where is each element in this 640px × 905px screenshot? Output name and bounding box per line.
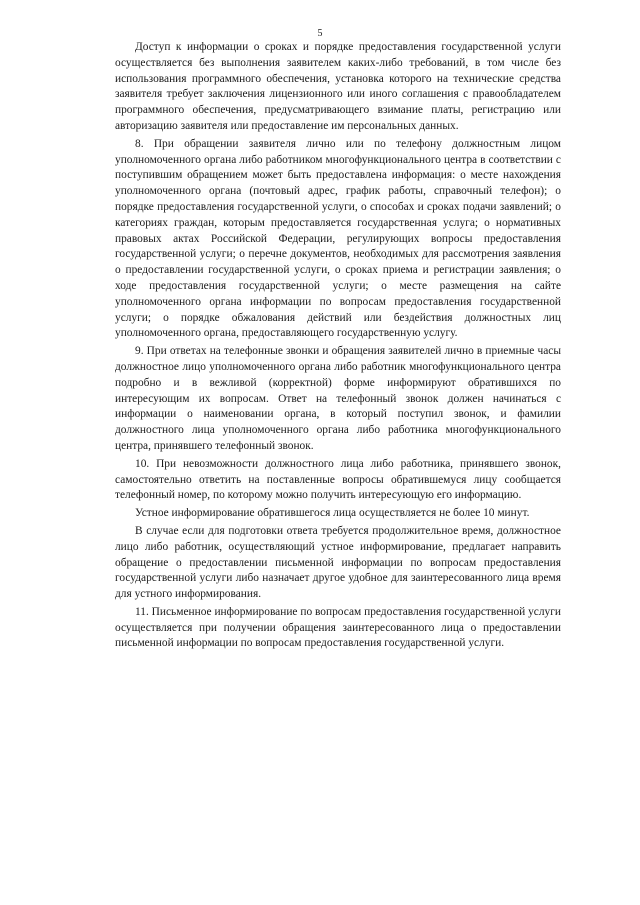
paragraph-10: 10. При невозможности должностного лица либо работника, принявшего звонок, самостоятельно ответить на поставленные вопросы обратившемуся лицу сообщается телефонный номер, по которому можно получить интересующую его информацию. xyxy=(115,457,561,502)
paragraph-oral-info-duration: Устное информирование обратившегося лица осуществляется не более 10 минут. xyxy=(135,507,530,520)
page-number: 5 xyxy=(317,28,323,39)
paragraph-8: 8. При обращении заявителя лично или по телефону должностным лицом уполномоченного органа либо работником многофункционального центра в соответствии с поступившим обращением может быть предоставлена информация: о месте нахождения уполномоченного органа (почтовый адрес, график работы, справочный телефон); о порядке предоставления государственной услуги, о способах и сроках подачи заявлений; о категориях граждан, которым предоставляется государственная услуга; о нормативных правовых актах Российской Федерации, регулирующих вопросы предоставления государственной услуги; о перечне документов, необходимых для рассмотрения заявления о предоставлении государственной услуги, о сроках приема и регистрации заявления; о ходе предоставления государственной услуги; о месте размещения на сайте уполномоченного органа информации по вопросам предоставления государственной услуги; о порядке обжалования действий или бездействия должностных лиц уполномоченного органа, предоставляющего государственную услугу. xyxy=(115,137,561,340)
paragraph-11: 11. Письменное информирование по вопросам предоставления государственной услуги осуществляется при получении обращения заинтересованного лица о предоставлении письменной информации по вопросам предоставления государственной услуги. xyxy=(115,605,561,650)
paragraph-written-info-proposal: В случае если для подготовки ответа требуется продолжительное время, должностное лицо либо работник, осуществляющий устное информирование, предлагает направить обращение о предоставлении письменной информации по вопросам предоставления государственной услуги либо назначает другое удобное для заинтересованного лица время для устного информирования. xyxy=(115,524,561,601)
document-body xyxy=(115,40,561,654)
paragraph-access-info: Доступ к информации о сроках и порядке предоставления государственной услуги осуществляется без выполнения заявителем каких-либо требований, в том числе без использования программного обеспечения, установка которого на технические средства заявителя требует заключения лицензионного или иного соглашения с правообладателем программного обеспечения, предусматривающего взимание платы, регистрацию или авторизацию заявителя или предоставление им персональных данных. xyxy=(115,41,561,132)
paragraph-9: 9. При ответах на телефонные звонки и обращения заявителей лично в приемные часы должностное лицо уполномоченного органа либо работник многофункционального центра подробно и в вежливой (корректной) форме информируют обратившихся по интересующим их вопросам. Ответ на телефонный звонок должен начинаться с информации о наименовании органа, в который поступил звонок, и фамилии должностного лица уполномоченного органа либо работника многофункционального центра, принявшего телефонный звонок. xyxy=(115,345,561,452)
